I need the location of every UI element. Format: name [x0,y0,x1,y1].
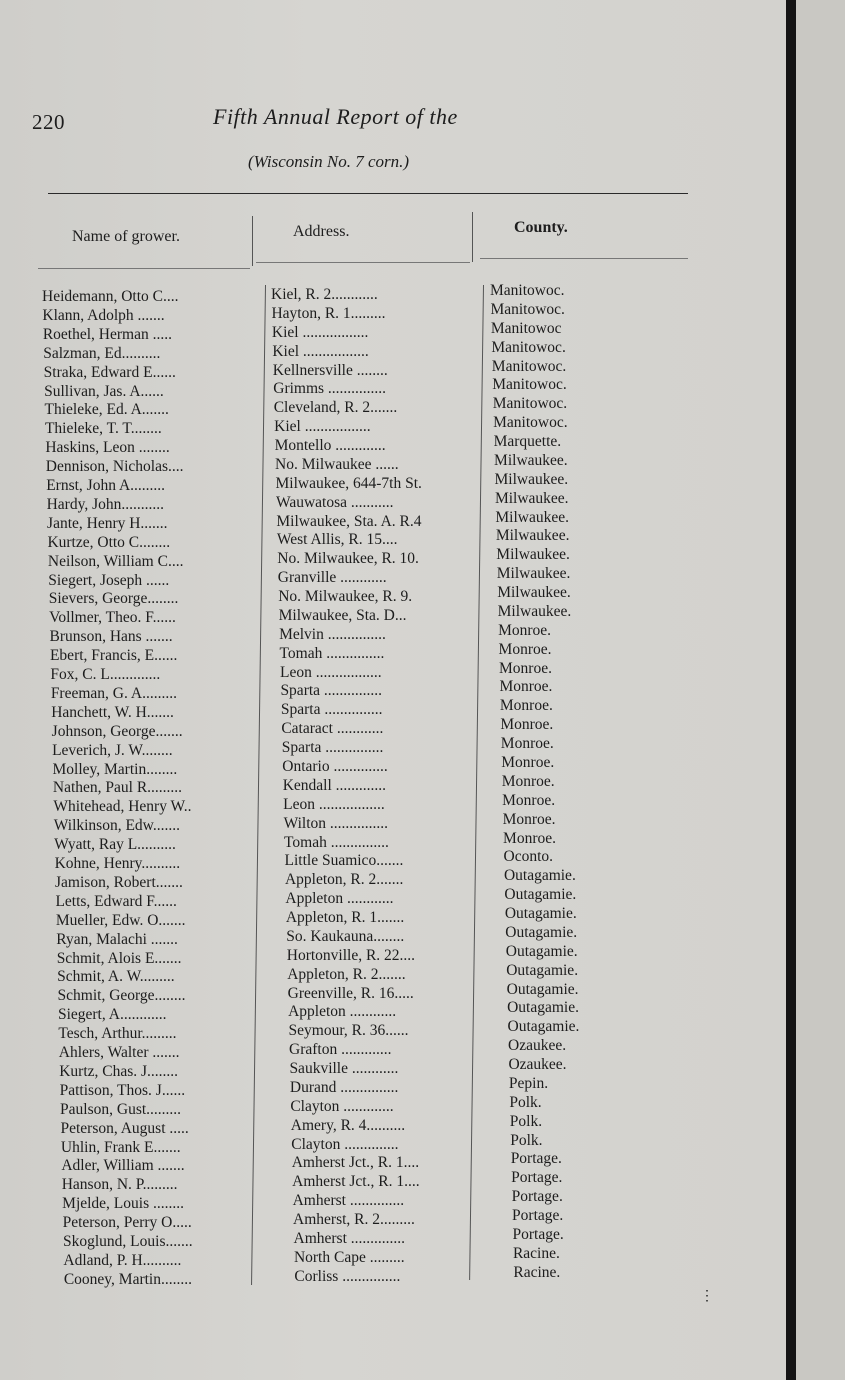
address-cell: Amherst .............. [292,1192,405,1210]
county-cell: Milwaukee. [497,602,572,620]
county-cell: Monroe. [499,697,553,715]
grower-name-cell: Ebert, Francis, E...... [49,647,178,665]
grower-name-cell: Peterson, Perry O..... [62,1214,192,1232]
address-cell: Kiel ................. [272,342,369,360]
facing-page-margin [796,0,845,1380]
grower-name-cell: Dennison, Nicholas.... [45,458,184,476]
county-cell: Portage. [510,1150,562,1168]
grower-name-cell: Pattison, Thos. J...... [59,1081,186,1099]
grower-name-cell: Kurtze, Otto C........ [47,533,171,551]
county-cell: Manitowoc. [492,395,568,413]
county-cell: Polk. [509,1093,542,1111]
county-cell: Monroe. [500,716,554,734]
address-cell: Amery, R. 4.......... [290,1116,406,1134]
grower-name-cell: Heidemann, Otto C.... [42,288,179,305]
address-cell: Amherst, R. 2......... [293,1211,415,1229]
grower-name-cell: Whitehead, Henry W.. [53,798,192,816]
grower-name-cell: Roethel, Herman ..... [42,325,172,343]
table-top-rule [48,193,688,194]
county-cell: Manitowoc. [490,300,565,318]
grower-name-cell: Wyatt, Ray L.......... [54,836,176,854]
county-cell: Marquette. [493,433,562,451]
address-cell: North Cape ......... [293,1248,405,1266]
column-divider-1-header [252,216,253,266]
margin-specks: ⋮ [700,1289,714,1304]
grower-name-cell: Hardy, John........... [46,495,164,513]
county-cell: Portage. [512,1226,564,1243]
grower-name-cell: Nathen, Paul R......... [52,779,183,797]
grower-name-cell: Haskins, Leon ........ [45,439,170,457]
grower-name-cell: Molley, Martin........ [52,760,178,778]
address-cell: Appleton, R. 1....... [285,909,405,927]
grower-name-cell: Cooney, Martin........ [63,1270,192,1288]
grower-name-cell: Tesch, Arthur......... [58,1025,177,1043]
county-cell: Monroe. [502,810,556,828]
address-cell: Saukville ............ [289,1060,399,1078]
header-rule-address [256,262,470,263]
address-cell: Grafton ............. [289,1041,392,1059]
address-cell: Sparta ............... [280,701,383,719]
address-cell: Kendall ............. [282,776,387,794]
county-cell: Milwaukee. [495,508,569,526]
grower-name-cell: Hanchett, W. H....... [51,703,174,721]
grower-name-cell: Brunson, Hans ....... [49,628,173,646]
county-cell: Polk. [509,1112,543,1130]
grower-name-cell: Sievers, George........ [48,590,179,608]
county-cell: Outagamie. [507,999,579,1017]
address-cell: Milwaukee, Sta. D... [278,606,407,624]
address-cell: Ontario .............. [282,758,388,775]
grower-name-cell: Uhlin, Frank E....... [60,1138,181,1156]
county-cell: Manitowoc. [491,338,566,356]
grower-name-cell: Leverich, J. W........ [52,741,173,759]
address-cell: Leon ................. [280,663,382,681]
grower-name-cell: Freeman, G. A......... [50,684,177,702]
address-cell: Hortonville, R. 22.... [286,946,416,964]
county-cell: Outagamie. [506,961,579,979]
county-cell: Outagamie. [504,886,577,904]
column-header-address: Address. [293,223,350,240]
address-cell: Appleton ............ [288,1003,397,1021]
grower-name-cell: Straka, Edward E...... [43,363,176,381]
grower-name-cell: Skoglund, Louis....... [63,1233,193,1250]
address-cell: Kiel ................. [274,418,371,436]
grower-name-cell: Ernst, John A......... [46,477,166,494]
address-cell: Sparta ............... [281,739,384,757]
table-subtitle: (Wisconsin No. 7 corn.) [248,152,410,171]
county-cell: Racine. [512,1244,560,1262]
grower-name-cell: Fox, C. L............. [50,666,161,683]
address-cell: Durand ............... [289,1078,399,1096]
address-cell: Greenville, R. 16..... [287,984,414,1002]
grower-name-cell: Siegert, Joseph ...... [48,571,170,589]
column-header-county: County. [514,219,568,236]
address-cell: No. Milwaukee, R. 9. [278,588,413,606]
address-cell: Amherst Jct., R. 1.... [292,1173,420,1191]
address-cell: West Allis, R. 15.... [276,531,398,549]
running-head: Fifth Annual Report of the [213,104,458,129]
county-cell: Outagamie. [505,942,578,960]
grower-name-cell: Klann, Adolph ....... [42,306,165,324]
address-cell: Seymour, R. 36...... [288,1022,409,1040]
grower-name-cell: Vollmer, Theo. F...... [49,609,176,627]
county-cell: Manitowoc. [490,282,565,299]
address-cell: Tomah ............... [284,833,389,851]
county-cell: Outagamie. [507,1018,580,1036]
grower-name-cell: Salzman, Ed.......... [43,344,161,362]
address-cell: Wauwatosa ........... [275,493,394,511]
grower-name-cell: Wilkinson, Edw....... [53,817,180,835]
county-cell: Monroe. [499,678,553,696]
county-cell: Portage. [511,1169,563,1187]
county-cell: Ozaukee. [508,1037,567,1055]
grower-name-cell: Paulson, Gust......... [60,1100,182,1118]
address-cell: Appleton ............ [285,890,394,908]
header-rule-county [480,258,688,259]
county-cell: Manitowoc. [493,414,568,432]
county-cell: Milwaukee. [495,527,570,545]
address-cell: Cleveland, R. 2....... [273,399,398,417]
address-cell: Corliss ............... [294,1267,401,1285]
grower-name-cell: Neilson, William C.... [47,552,184,570]
grower-name-cell: Peterson, August ..... [60,1119,189,1137]
grower-name-cell: Kurtz, Chas. J........ [59,1062,179,1080]
address-cell: Milwaukee, 644-7th St. [275,474,422,492]
address-cell: Clayton ............. [290,1097,394,1115]
county-cell: Outagamie. [506,980,579,998]
county-cell: Oconto. [503,848,554,866]
address-cell: Milwaukee, Sta. A. R.4 [276,512,422,530]
grower-name-cell: Siegert, A............ [57,1006,167,1024]
address-cell: Melvin ............... [279,625,386,643]
address-cell: Clayton .............. [291,1135,399,1153]
address-cell: Cataract ............ [281,720,384,738]
county-cell: Milwaukee. [494,451,568,469]
county-cell: Milwaukee. [494,489,569,507]
grower-name-cell: Mjelde, Louis ........ [62,1195,184,1213]
grower-name-cell: Schmit, Alois E....... [56,949,182,967]
grower-name-cell: Thieleke, Ed. A....... [44,401,169,419]
address-cell: Tomah ............... [279,644,385,662]
address-cell: Amherst .............. [293,1230,406,1247]
grower-name-cell: Ahlers, Walter ....... [58,1044,180,1061]
column-header-grower: Name of grower. [72,228,180,245]
address-cell: Kellnersville ........ [272,361,388,379]
county-cell: Monroe. [500,735,554,753]
address-cell: Montello ............. [274,437,386,455]
county-cell: Outagamie. [505,923,578,941]
county-cell: Monroe. [498,640,552,658]
county-cell: Ozaukee. [508,1056,567,1074]
grower-name-cell: Adler, William ....... [61,1157,185,1175]
address-cell: No. Milwaukee, R. 10. [277,550,419,568]
county-cell: Racine. [513,1263,561,1281]
grower-name-cell: Schmit, A. W......... [57,968,175,986]
address-cell: Grimms ............... [273,380,387,398]
county-cell: Monroe. [502,791,556,809]
grower-name-cell: Kohne, Henry.......... [54,855,181,872]
grower-name-cell: Johnson, George....... [51,722,183,740]
header-rule-grower [38,268,250,269]
grower-name-cell: Mueller, Edw. O....... [55,911,186,929]
page-binding-edge [786,0,796,1380]
county-cell: Portage. [512,1207,564,1225]
county-cell: Manitowoc. [492,376,567,394]
county-cell: Monroe. [501,772,555,790]
address-cell: Sparta ............... [280,682,383,700]
county-cell: Monroe. [501,754,555,771]
grower-name-cell: Hanson, N. P......... [61,1176,178,1194]
grower-name-cell: Letts, Edward F...... [55,892,177,910]
address-cell: Kiel, R. 2............ [271,286,378,303]
address-cell: Appleton, R. 2....... [287,965,406,983]
address-cell: Wilton ............... [283,814,389,832]
address-cell: Granville ............ [277,569,387,587]
address-cell: No. Milwaukee ...... [275,455,399,473]
county-cell: Monroe. [503,829,556,847]
grower-name-cell: Adland, P. H.......... [63,1251,182,1269]
address-cell: Kiel ................. [271,323,369,341]
county-cell: Milwaukee. [496,546,570,564]
address-cell: So. Kaukauna........ [286,927,405,945]
address-cell: Amherst Jct., R. 1.... [291,1154,420,1172]
grower-name-cell: Jante, Henry H....... [47,514,168,532]
address-cell: Little Suamico....... [284,852,404,870]
county-cell: Monroe. [498,621,552,639]
county-cell: Portage. [511,1188,563,1206]
address-cell: Hayton, R. 1......... [271,304,386,322]
county-cell: Milwaukee. [497,584,571,602]
county-cell: Milwaukee. [494,470,569,488]
county-cell: Polk. [510,1131,543,1149]
grower-name-cell: Ryan, Malachi ....... [56,930,178,948]
address-cell: Appleton, R. 2....... [284,871,404,889]
grower-name-cell: Thieleke, T. T........ [44,420,162,438]
page-number: 220 [32,110,65,134]
grower-name-cell: Jamison, Robert....... [55,873,183,891]
county-cell: Outagamie. [504,905,577,923]
address-cell: Leon ................. [283,795,385,813]
grower-name-cell: Sullivan, Jas. A...... [44,382,164,400]
county-cell: Milwaukee. [496,565,571,583]
column-divider-2-header [472,212,473,262]
county-cell: Manitowoc [490,319,562,337]
county-cell: Pepin. [508,1074,549,1092]
county-cell: Outagamie. [503,867,576,885]
county-cell: Monroe. [499,659,552,677]
grower-name-cell: Schmit, George........ [57,987,186,1005]
county-cell: Manitowoc. [491,357,567,375]
